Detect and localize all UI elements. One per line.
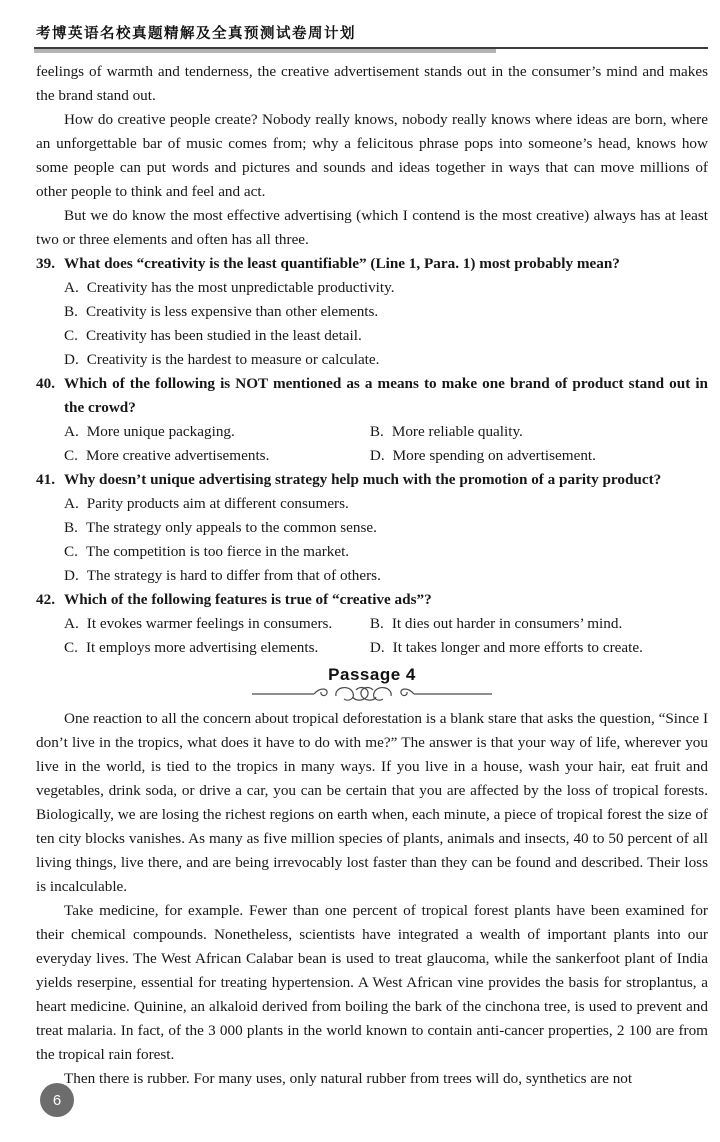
option-text: Creativity is the hardest to measure or calculate. bbox=[86, 351, 380, 368]
option-text: More reliable quality. bbox=[391, 423, 523, 440]
option-label: D. bbox=[369, 639, 385, 656]
option-c bbox=[64, 444, 370, 468]
header-title: 考博英语名校真题精解及全真预测试卷周计划 bbox=[36, 26, 356, 42]
passage-paragraph: Take medicine, for example. Fewer than one percent of tropical forest plants have been examined for their chemical compounds. Nonetheless, scientists have integrated a wealth of important plants into our everyday lives. The West African Calabar bean is used to treat glaucoma, while the sankerfoot plant of India yields reserpine, essential for treating hypertension. A West African vine provides the basis for stroplantus, a heart medicine. Quinine, an alkaloid derived from boiling the bark of the cinchona tree, is used to prevent and treat malaria. In fact, of the 3 000 plants in the world known to contain anti-cancer properties, 2 100 are from the tropical rain forest. bbox=[36, 902, 708, 1063]
passage-title: Passage 4 bbox=[328, 665, 416, 684]
option-b bbox=[370, 420, 708, 444]
option-label: B. bbox=[64, 519, 78, 536]
option-label: A. bbox=[64, 423, 79, 440]
option-label: B. bbox=[369, 423, 384, 440]
option-text: More creative advertisements. bbox=[85, 447, 270, 464]
option-c bbox=[64, 324, 708, 348]
option-label: D. bbox=[64, 351, 79, 368]
option-label: B. bbox=[369, 615, 384, 632]
flourish-ornament-icon bbox=[252, 684, 492, 704]
options-grid bbox=[64, 612, 708, 660]
question-stem: What does “creativity is the least quantifiable” (Line 1, Para. 1) most probably mean? bbox=[64, 255, 620, 272]
option-b bbox=[64, 516, 708, 540]
option-b bbox=[370, 612, 708, 636]
passage-paragraph: Then there is rubber. For many uses, only natural rubber from trees will do, synthetics are not bbox=[64, 1070, 633, 1087]
option-d bbox=[64, 348, 708, 372]
option-label: C. bbox=[64, 543, 78, 560]
page-number-badge bbox=[40, 1083, 74, 1117]
option-label: D. bbox=[64, 567, 79, 584]
option-label: D. bbox=[369, 447, 385, 464]
option-text: It dies out harder in consumers’ mind. bbox=[391, 615, 623, 632]
option-label: C. bbox=[64, 327, 78, 344]
option-text: Parity products aim at different consumers. bbox=[86, 495, 349, 512]
options-grid bbox=[64, 420, 708, 468]
option-text: More spending on advertisement. bbox=[392, 447, 596, 464]
option-text: The strategy is hard to differ from that of others. bbox=[86, 567, 381, 584]
options-list bbox=[64, 492, 708, 588]
question-39 bbox=[36, 252, 708, 372]
paragraph-continuation: feelings of warmth and tenderness, the creative advertisement stands out in the consumer’s mind and makes the brand stand out. bbox=[36, 63, 708, 104]
paragraph: How do creative people create? Nobody really knows, nobody really knows where ideas are born, where an unforgettable bar of music comes from; why a felicitous phrase pops into someone’s head, knows how some people can put words and pictures and sounds and ideas together in ways that can move millions of other people to think and feel and act. bbox=[36, 111, 708, 200]
option-d bbox=[64, 564, 708, 588]
passage-heading bbox=[36, 665, 708, 704]
option-text: It takes longer and more efforts to create. bbox=[392, 639, 643, 656]
question-stem: Why doesn’t unique advertising strategy help much with the promotion of a parity product? bbox=[64, 471, 662, 488]
option-a bbox=[64, 492, 708, 516]
question-stem: Which of the following is NOT mentioned as a means to make one brand of product stand out in the crowd? bbox=[64, 375, 708, 416]
option-text: Creativity is less expensive than other elements. bbox=[85, 303, 379, 320]
option-c bbox=[64, 636, 370, 660]
option-text: It employs more advertising elements. bbox=[85, 639, 319, 656]
header-rule bbox=[36, 47, 708, 54]
page-number: 6 bbox=[52, 1091, 62, 1109]
option-text: The competition is too fierce in the market. bbox=[85, 543, 350, 560]
option-b bbox=[64, 300, 708, 324]
option-label: C. bbox=[64, 639, 78, 656]
page-content bbox=[36, 60, 708, 1091]
option-a bbox=[64, 612, 370, 636]
question-40 bbox=[36, 372, 708, 468]
paragraph: But we do know the most effective advertising (which I contend is the most creative) always has at least two or three elements and often has all three. bbox=[36, 207, 708, 248]
option-text: Creativity has been studied in the least detail. bbox=[85, 327, 362, 344]
option-a bbox=[64, 420, 370, 444]
option-text: It evokes warmer feelings in consumers. bbox=[86, 615, 333, 632]
page-header bbox=[36, 22, 708, 54]
option-c bbox=[64, 540, 708, 564]
option-d bbox=[370, 636, 708, 660]
option-label: C. bbox=[64, 447, 78, 464]
option-text: The strategy only appeals to the common sense. bbox=[85, 519, 377, 536]
question-stem: Which of the following features is true of “creative ads”? bbox=[64, 591, 432, 608]
passage-paragraph: One reaction to all the concern about tropical deforestation is a blank stare that asks the question, “Since I don’t live in the tropics, what does it have to do with me?” The answer is that your way of life, wherever you live in the world, is tied to the tropics in many ways. If you live in a house, wash your hair, eat fruit and vegetables, drink soda, or drive a car, you can be certain that you are affected by the loss of tropical forests. Biologically, we are losing the richest regions on earth when, each minute, a piece of tropical forest the size of ten city blocks vanishes. As many as five million species of plants, animals and insects, 40 to 50 percent of all living things, live there, and are being irrevocably lost faster than they can be found and described. Their loss is incalculable. bbox=[36, 710, 708, 895]
question-number: 42. bbox=[36, 591, 55, 608]
option-text: More unique packaging. bbox=[86, 423, 235, 440]
option-a bbox=[64, 276, 708, 300]
header-rule-thick-bar bbox=[34, 49, 496, 54]
question-42 bbox=[36, 588, 708, 660]
options-list bbox=[64, 276, 708, 372]
question-number: 39. bbox=[36, 255, 55, 272]
option-label: A. bbox=[64, 279, 79, 296]
option-label: A. bbox=[64, 495, 79, 512]
question-number: 40. bbox=[36, 375, 55, 392]
option-d bbox=[370, 444, 708, 468]
question-number: 41. bbox=[36, 471, 55, 488]
option-text: Creativity has the most unpredictable productivity. bbox=[86, 279, 395, 296]
option-label: A. bbox=[64, 615, 79, 632]
question-41 bbox=[36, 468, 708, 588]
option-label: B. bbox=[64, 303, 78, 320]
